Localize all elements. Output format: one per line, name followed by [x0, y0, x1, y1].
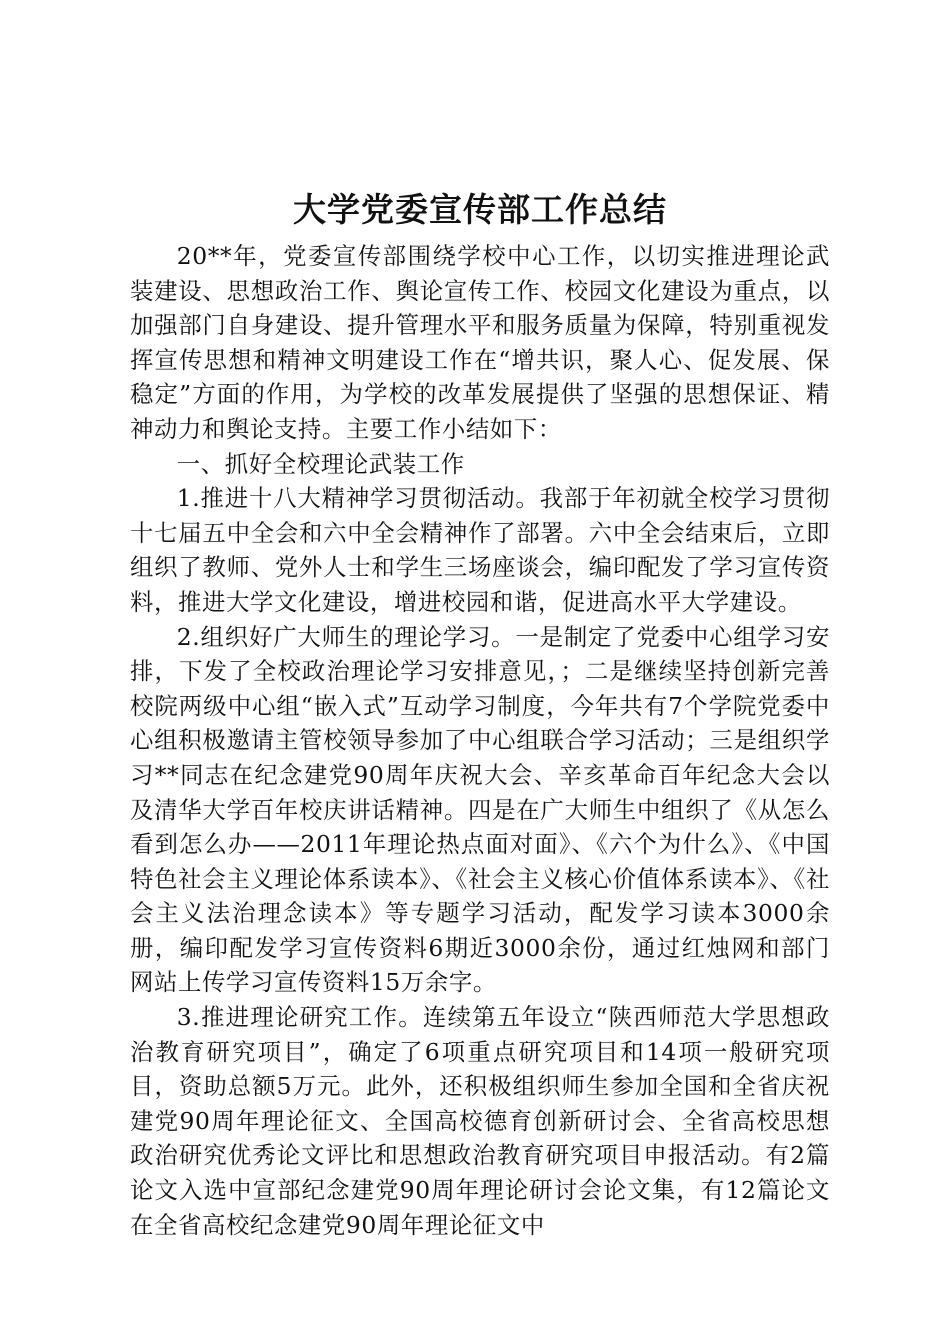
item-paragraph-1: 1.推进十八大精神学习贯彻活动。我部于年初就全校学习贯彻十七届五中全会和六中全会精神作了部署。六中全会结束后，立即组织了教师、党外人士和学生三场座谈会，编印配发了学习宣传资料，推进大学文化建设，增进校园和谐，促进高水平大学建设。 [130, 484, 830, 616]
item-paragraph-2: 2.组织好广大师生的理论学习。一是制定了党委中心组学习安排，下发了全校政治理论学习安排意见，；二是继续坚持创新完善校院两级中心组“嵌入式”互动学习制度，今年共有7个学院党委中心组积极邀请主管校领导参加了中心组联合学习活动；三是组织学习**同志在纪念建党90周年庆祝大会、辛亥革命百年纪念大会以及清华大学百年校庆讲话精神。四是在广大师生中组织了《从怎么看到怎么办——2011年理论热点面对面》、《六个为什么》、《中国特色社会主义理论体系读本》、《社会主义核心价值体系读本》、《社会主义法治理念读本》等专题学习活动，配发学习读本3000余册，编印配发学习宣传资料6期近3000余份，通过红烛网和部门网站上传学习宣传资料15万余字。 [130, 622, 830, 997]
document-title: 大学党委宣传部工作总结 [293, 190, 667, 229]
item-paragraph-3: 3.推进理论研究工作。连续第五年设立“陕西师范大学思想政治教育研究项目”，确定了6项重点研究项目和14项一般研究项目，资助总额5万元。此外，还积极组织师生参加全国和全省庆祝建党90周年理论征文、全国高校德育创新研讨会、全省高校思想政治研究优秀论文评比和思想政治教育研究项目申报活动。有2篇论文入选中宣部纪念建党90周年理论研讨会论文集，有12篇论文在全省高校纪念建党90周年理论征文中 [130, 1003, 830, 1239]
intro-paragraph: 20**年，党委宣传部围绕学校中心工作，以切实推进理论武装建设、思想政治工作、舆论宣传工作、校园文化建设为重点，以加强部门自身建设、提升管理水平和服务质量为保障，特别重视发挥宣传思想和精神文明建设工作在“增共识，聚人心、促发展、保稳定”方面的作用，为学校的改革发展提供了坚强的思想保证、精神动力和舆论支持。主要工作小结如下： [130, 242, 830, 443]
section-heading-1: 一、抓好全校理论武装工作 [176, 449, 465, 478]
document-page [130, 185, 830, 1242]
